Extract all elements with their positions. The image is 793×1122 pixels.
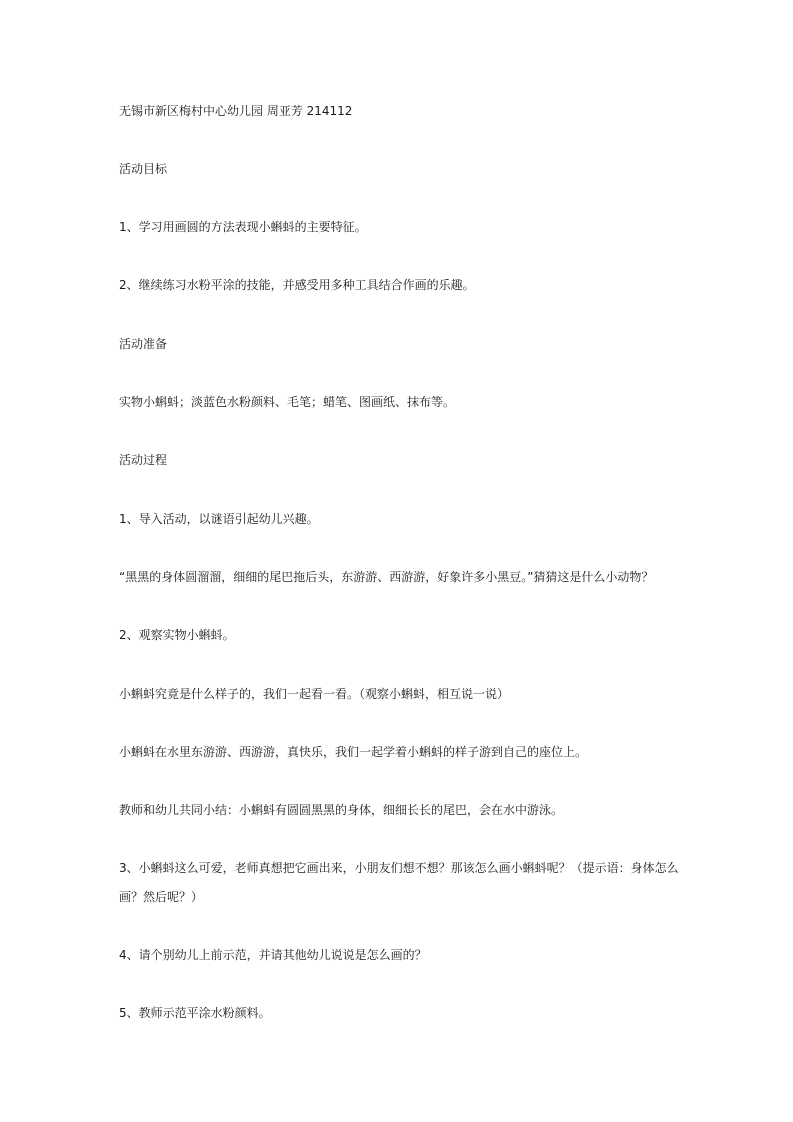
author-line: 无锡市新区梅村中心幼儿园 周亚芳 214112 [119,104,353,118]
goal-item-2: 2、继续练习水粉平涂的技能，并感受用多种工具结合作画的乐趣。 [119,278,475,292]
riddle-text: “黑黑的身体圆溜溜，细细的尾巴拖后头，东游游、西游游，好象许多小黑豆。”猜猜这是什么小动物？ [119,570,654,584]
section-heading-process: 活动过程 [119,453,168,467]
observe-paragraph-1: 小蝌蚪究竟是什么样子的，我们一起看一看。（观察小蝌蚪，相互说一说） [119,687,510,701]
preparation-text: 实物小蝌蚪；淡蓝色水粉颜料、毛笔；蜡笔、图画纸、抹布等。 [119,395,456,409]
summary-paragraph: 教师和幼儿共同小结：小蝌蚪有圆圆黑黑的身体，细细长长的尾巴，会在水中游泳。 [119,803,564,817]
observe-paragraph-2: 小蝌蚪在水里东游游、西游游，真快乐，我们一起学着小蝌蚪的样子游到自己的座位上。 [119,745,588,759]
process-step-2: 2、观察实物小蝌蚪。 [119,628,235,642]
process-step-4: 4、请个别幼儿上前示范，并请其他幼儿说说是怎么画的？ [119,948,427,962]
process-step-1: 1、导入活动，以谜语引起幼儿兴趣。 [119,512,319,526]
section-heading-goals: 活动目标 [119,162,168,176]
process-step-5: 5、教师示范平涂水粉颜料。 [119,1006,271,1020]
goal-item-1: 1、学习用画圆的方法表现小蝌蚪的主要特征。 [119,220,367,234]
section-heading-preparation: 活动准备 [119,337,168,351]
process-step-3: 3、小蝌蚪这么可爱，老师真想把它画出来，小朋友们想不想？那该怎么画小蝌蚪呢？（提示语：身体怎么画？然后呢？） [119,861,679,904]
